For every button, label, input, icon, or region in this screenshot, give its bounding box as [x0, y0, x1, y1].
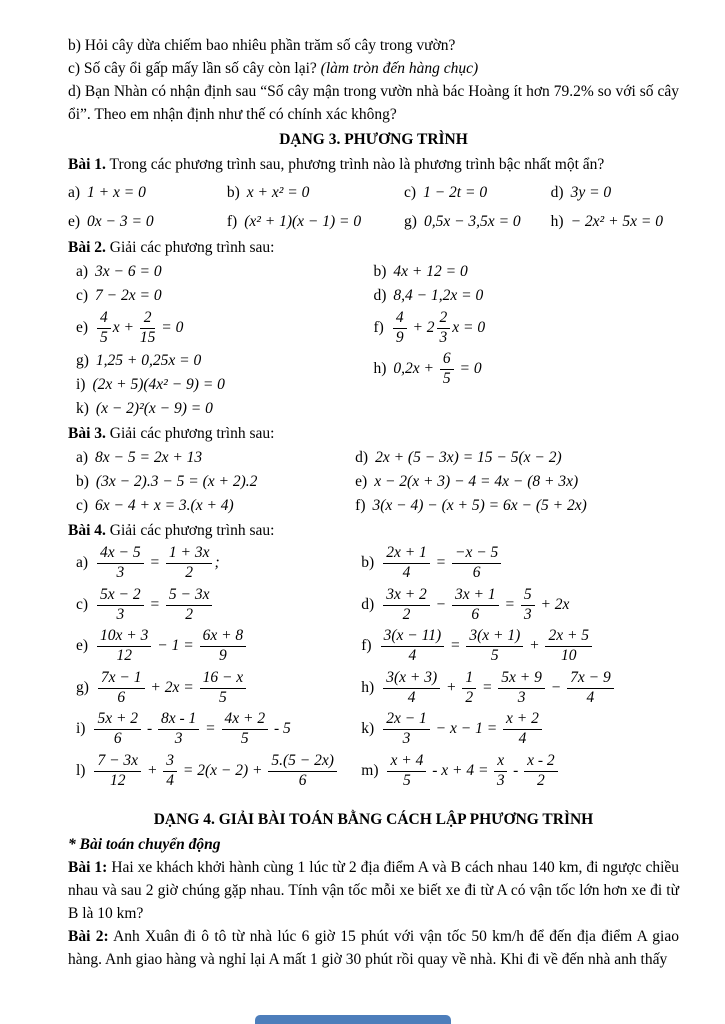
- bai4-right-column: [361, 542, 679, 792]
- bai3-label: Bài 3.: [68, 425, 106, 443]
- equation-item-1a: a) 1 + x = 0: [68, 184, 146, 201]
- equation-item-1h: h) − 2x² + 5x = 0: [550, 213, 664, 230]
- equation-item-2g: g) 1,25 + 0,25x = 0: [76, 352, 202, 370]
- equation-item-4e: e) $\frac{10x + 3}{12}$ − 1 = $\frac{6x + 8}{9}$: [76, 626, 361, 666]
- bai2-left-column: [68, 259, 374, 421]
- bai3-left-column: [68, 445, 355, 518]
- bottom-accent-bar: [255, 1015, 451, 1024]
- dang4-bai2-paragraph: [68, 925, 679, 971]
- equation-item-3e: e) x − 2(x + 3) − 4 = 4x − (8 + 3x): [355, 473, 579, 491]
- equation-item-4c: c) $\frac{5x - 2}{3}$ = $\frac{5 - 3x}{2}$: [76, 585, 361, 625]
- intro-question-c-text: c) Số cây ổi gấp mấy lần số cây còn lại?: [68, 60, 321, 77]
- bai1-options-row1: [68, 180, 679, 205]
- dang4-bai1-text: Hai xe khách khởi hành cùng 1 lúc từ 2 địa điểm A và B cách nhau 140 km, đi ngược chiều nhau và sau 2 giờ chúng gặp nhau. Tính vận tốc mỗi xe biết xe đi từ A có vận tốc lớn hơn xe đi từ B là 10 km?: [68, 859, 680, 923]
- equation-item-4g: g) $\frac{7x - 1}{6}$ + 2x = $\frac{16 - x}{5}$: [76, 668, 361, 708]
- equation-item-4m: m) $\frac{x + 4}{5}$ - x + 4 = $\frac{x}{3}$ - $\frac{x - 2}{2}$: [361, 751, 679, 791]
- equation-item-4b: b) $\frac{2x + 1}{4}$ = $\frac{-x - 5}{6}$: [361, 543, 679, 583]
- bai4-title-text: Giải các phương trình sau:: [109, 522, 275, 540]
- bai3-title: [68, 422, 679, 445]
- intro-question-d: d) Bạn Nhàn có nhận định sau “Số cây mận trong vườn nhà bác Hoàng ít hơn 79.2% so với số cây ổi”. Theo em nhận định như thế có chính xác không?: [68, 83, 679, 123]
- equation-item-2e: e) $\frac{4}{5}$ x + $\frac{2}{15}$ = 0: [76, 309, 184, 346]
- dang4-subheading: * Bài toán chuyển động: [68, 836, 221, 854]
- bai2-label: Bài 2.: [68, 239, 106, 256]
- bai2-title: [68, 236, 679, 259]
- dang4-bai1-label: Bài 1:: [68, 859, 108, 877]
- equation-item-4l: l) $\frac{7 - 3x}{12}$ + $\frac{3}{4}$ = 2(x − 2) + $\frac{5.(5 - 2x)}{6}$: [76, 751, 361, 791]
- equation-item-2b: b) 4x + 12 = 0: [373, 263, 468, 280]
- dang4-bai1-paragraph: [68, 856, 679, 925]
- dang4-bai2-text: Anh Xuân đi ô tô từ nhà lúc 6 giờ 15 phút với vận tốc 50 km/h để đến địa điểm A giao hàng. Anh giao hàng và nghỉ lại A mất 1 giờ 30 phút rồi quay về nhà. Khi đi về đến nhà anh thấy: [68, 928, 679, 969]
- equation-item-1c: c) 1 − 2t = 0: [404, 184, 488, 201]
- equation-item-1e: e) 0x − 3 = 0: [68, 213, 154, 230]
- bai2-title-text: Giải các phương trình sau:: [109, 239, 275, 256]
- equation-item-4k: k) $\frac{2x - 1}{3}$ − x − 1 = $\frac{x + 2}{4}$: [361, 709, 679, 749]
- bai2-right-column: [374, 259, 680, 391]
- bai1-options-row2: [68, 209, 679, 234]
- equation-item-2k: k) (x − 2)²(x − 9) = 0: [76, 400, 213, 418]
- equation-item-3b: b) (3x − 2).3 − 5 = (x + 2).2: [76, 473, 258, 491]
- bai4-equations: [68, 542, 679, 792]
- intro-question-c-note: (làm tròn đến hàng chục): [320, 60, 479, 77]
- equation-item-2c: c) 7 − 2x = 0: [76, 287, 162, 304]
- equation-item-3c: c) 6x − 4 + x = 3.(x + 4): [76, 497, 234, 515]
- equation-item-2d: d) 8,4 − 1,2x = 0: [373, 287, 484, 304]
- bai3-equations: [68, 445, 679, 518]
- equation-item-3f: f) 3(x − 4) − (x + 5) = 6x − (5 + 2x): [355, 497, 587, 515]
- equation-item-1g: g) 0,5x − 3,5x = 0: [404, 213, 521, 230]
- bai4-title: [68, 519, 679, 542]
- equation-item-1d: d) 3y = 0: [550, 184, 612, 201]
- bai1-label: Bài 1.: [68, 156, 106, 173]
- equation-item-4a: a) $\frac{4x - 5}{3}$ = $\frac{1 + 3x}{2}$ ;: [76, 544, 220, 582]
- equation-item-4h: h) $\frac{3(x + 3)}{4}$ + $\frac{1}{2}$ = $\frac{5x + 9}{3}$ − $\frac{7x - 9}{4}$: [361, 668, 679, 708]
- dang4-heading: DẠNG 4. GIẢI BÀI TOÁN BẰNG CÁCH LẬP PHƯƠNG TRÌNH: [153, 811, 594, 829]
- bai4-left-column: [68, 542, 361, 792]
- dang4-bai2-label: Bài 2:: [68, 928, 109, 946]
- dang3-heading: DẠNG 3. PHƯƠNG TRÌNH: [279, 131, 468, 148]
- equation-item-1f: f) (x² + 1)(x − 1) = 0: [226, 213, 362, 230]
- equation-item-4i: i) $\frac{5x + 2}{6}$ - $\frac{8x - 1}{3}$ = $\frac{4x + 2}{5}$ - 5: [76, 710, 291, 748]
- bai3-right-column: [355, 445, 679, 518]
- bai2-equations: [68, 259, 679, 421]
- bai4-label: Bài 4.: [68, 522, 106, 540]
- equation-item-3d: d) 2x + (5 − 3x) = 15 − 5(x − 2): [355, 449, 562, 467]
- equation-item-2a: a) 3x − 6 = 0: [76, 263, 162, 280]
- equation-item-4f: f) $\frac{3(x - 11)}{4}$ = $\frac{3(x + 1)}{5}$ + $\frac{2x + 5}{10}$: [361, 626, 679, 666]
- bai1-title: [68, 153, 679, 176]
- equation-item-1b: b) x + x² = 0: [226, 184, 310, 201]
- intro-question-b: b) Hỏi cây dừa chiếm bao nhiêu phần trăm số cây trong vườn?: [68, 37, 456, 54]
- equation-item-3a: a) 8x − 5 = 2x + 13: [76, 449, 203, 467]
- equation-item-2h: h) 0,2x + $\frac{6}{5}$ = 0: [373, 350, 482, 388]
- bai1-title-text: Trong các phương trình sau, phương trình nào là phương trình bậc nhất một ẩn?: [109, 156, 605, 173]
- equation-item-2f: f) $\frac{4}{9}$ + 2 $\frac{2}{3}$ x = 0: [373, 309, 486, 346]
- intro-question-c: [68, 57, 679, 80]
- bai3-title-text: Giải các phương trình sau:: [109, 425, 275, 443]
- equation-item-4d: d) $\frac{3x + 2}{2}$ − $\frac{3x + 1}{6}$ = $\frac{5}{3}$ + 2x: [361, 585, 570, 623]
- equation-item-2i: i) (2x + 5)(4x² − 9) = 0: [76, 376, 225, 394]
